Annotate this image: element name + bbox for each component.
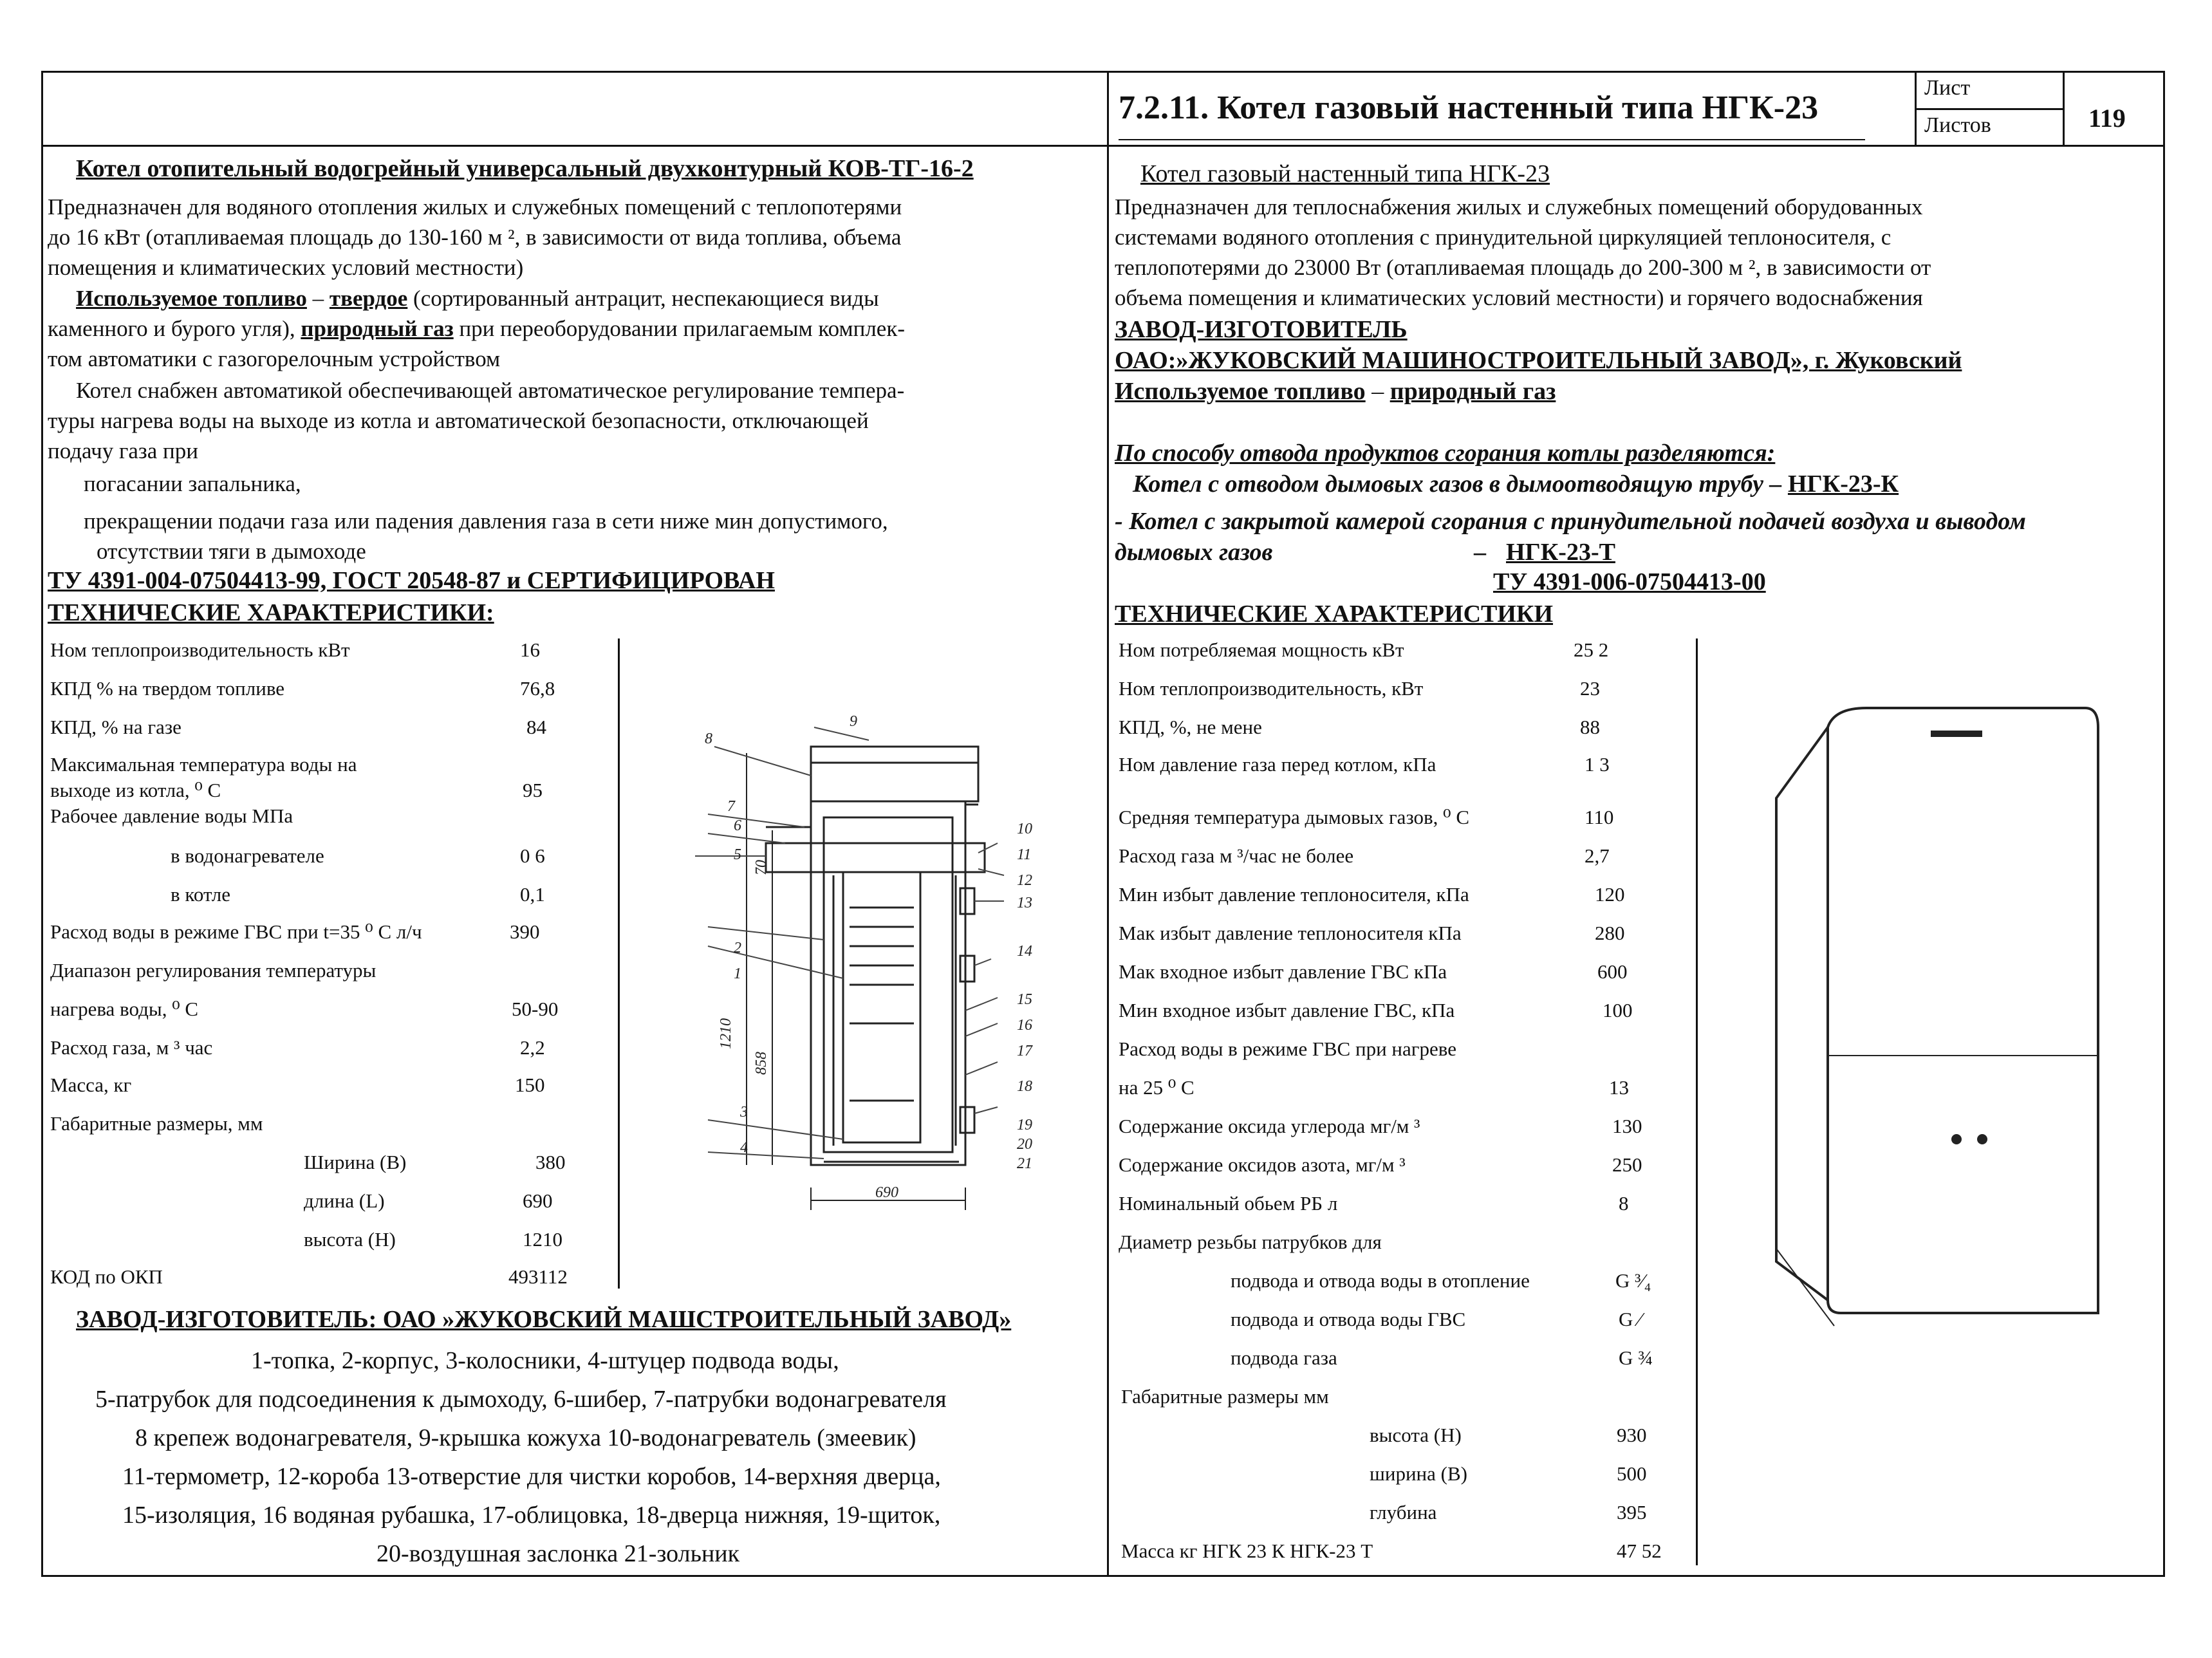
spec-label: Ном давление газа перед котлом, кПа bbox=[1119, 753, 1436, 776]
fuel-solid-detail: (сортированный антрацит, неспекающиеся виды bbox=[407, 286, 879, 311]
legend-line: 8 крепеж водонагревателя, 9-крышка кожуха 10-водонагреватель (змеевик) bbox=[135, 1424, 916, 1451]
spec-value: 380 bbox=[535, 1151, 566, 1173]
right-maker-title: ЗАВОД-ИЗГОТОВИТЕЛЬ bbox=[1115, 316, 1408, 343]
spec-label: Диаметр резьбы патрубков для bbox=[1119, 1231, 1382, 1253]
spec-label: Расход воды в режиме ГВС при нагреве bbox=[1119, 1038, 1456, 1060]
spec-label: КПД, % на газе bbox=[50, 716, 181, 738]
title-block-row-rule bbox=[1915, 108, 2064, 110]
auto-line: погасании запальника, bbox=[84, 471, 301, 496]
spec-value: 50-90 bbox=[512, 998, 559, 1020]
spec-value: 493112 bbox=[508, 1265, 568, 1288]
part-label: 21 bbox=[1017, 1155, 1032, 1172]
spec-value: 150 bbox=[515, 1074, 545, 1096]
spec-label: Габаритные размеры, мм bbox=[50, 1112, 263, 1135]
auto-line: подачу газа при bbox=[48, 438, 198, 463]
legend-line: 11-термометр, 12-короба 13-отверстие для чистки коробов, 14-верхняя дверца, bbox=[122, 1463, 941, 1490]
left-fuel-line-2 bbox=[48, 313, 905, 344]
spec-value: 0 6 bbox=[520, 844, 545, 867]
part-label: 12 bbox=[1017, 872, 1032, 889]
fuel-gas-detail: при переоборудовании прилагаемым комплек- bbox=[453, 316, 906, 341]
part-label: 8 bbox=[705, 731, 712, 747]
spec-value: 600 bbox=[1597, 960, 1628, 983]
type-k-code: НГК-23-К bbox=[1787, 470, 1899, 498]
auto-line: Котел снабжен автоматикой обеспечивающей автоматическое регулирование темпера- bbox=[76, 378, 905, 403]
spec-label: высота (Н) bbox=[304, 1228, 396, 1251]
control-knob bbox=[1977, 1134, 1987, 1144]
spec-label: Расход газа, м ³ час bbox=[50, 1036, 213, 1059]
spec-value: G ³⁄₄ bbox=[1615, 1269, 1651, 1292]
spec-value: 8 bbox=[1619, 1192, 1629, 1215]
spec-label: Расход газа м ³/час не более bbox=[1119, 844, 1354, 867]
spec-label: Номинальный обьем РБ л bbox=[1119, 1192, 1338, 1215]
spec-value: 500 bbox=[1617, 1462, 1647, 1485]
spec-label: Масса кг НГК 23 К НГК-23 Т bbox=[1121, 1540, 1373, 1562]
boiler-logo-plate bbox=[1931, 731, 1982, 737]
spec-label: Ширина (В) bbox=[304, 1151, 407, 1173]
spec-value: 250 bbox=[1612, 1153, 1642, 1176]
spec-label: Масса, кг bbox=[50, 1074, 132, 1096]
part-label: 6 bbox=[734, 817, 741, 834]
spec-value: 25 2 bbox=[1574, 638, 1609, 661]
type-k bbox=[1133, 469, 1899, 499]
title-underline bbox=[1119, 139, 1865, 140]
sheet-label: Лист bbox=[1924, 76, 1971, 100]
spec-label: на 25 ⁰ С bbox=[1119, 1076, 1194, 1099]
left-desc-line: Предназначен для водяного отопления жилых и служебных помещений с теплопотерями bbox=[48, 194, 902, 219]
spec-label: Рабочее давление воды МПа bbox=[50, 805, 293, 827]
spec-label: в водонагревателе bbox=[171, 844, 324, 867]
fuel-coal: каменного и бурого угля), bbox=[48, 316, 301, 341]
leader-lines bbox=[695, 727, 1004, 1159]
spec-value: 23 bbox=[1580, 677, 1600, 700]
auto-line: отсутствии тяги в дымоходе bbox=[97, 539, 366, 564]
type-t-line-1: - Котел с закрытой камерой сгорания с принудительной подачей воздуха и выводом bbox=[1115, 508, 2026, 535]
part-label: 4 bbox=[740, 1139, 748, 1156]
fuel-label: Используемое топливо bbox=[76, 286, 307, 311]
right-specs-divider bbox=[1696, 638, 1698, 1565]
auto-line: прекращении подачи газа или падения давления газа в сети ниже мин допустимого, bbox=[84, 508, 888, 534]
spec-label: Максимальная температура воды на bbox=[50, 753, 357, 776]
part-label: 16 bbox=[1017, 1017, 1032, 1034]
spec-value: 120 bbox=[1595, 883, 1625, 906]
spec-value: 130 bbox=[1612, 1115, 1642, 1137]
left-specs-title: ТЕХНИЧЕСКИЕ ХАРАКТЕРИСТИКИ: bbox=[48, 599, 494, 626]
left-fuel-line-1 bbox=[76, 283, 879, 314]
part-label: 9 bbox=[850, 714, 857, 730]
spec-value: 930 bbox=[1617, 1424, 1647, 1446]
spec-label: Мин избыт давление теплоносителя, кПа bbox=[1119, 883, 1469, 906]
spec-value: 0,1 bbox=[520, 883, 545, 906]
dimension-width: 690 bbox=[875, 1184, 898, 1201]
legend-line: 15-изоляция, 16 водяная рубашка, 17-облицовка, 18-дверца нижняя, 19-щиток, bbox=[122, 1502, 941, 1529]
spec-label: нагрева воды, ⁰ С bbox=[50, 998, 199, 1020]
part-label: 11 bbox=[1017, 846, 1032, 863]
spec-label: ширина (В) bbox=[1370, 1462, 1467, 1485]
part-label: 3 bbox=[740, 1104, 748, 1121]
left-factory: ЗАВОД-ИЗГОТОВИТЕЛЬ: ОАО »ЖУКОВСКИЙ МАШСТРОИТЕЛЬНЫЙ ЗАВОД» bbox=[76, 1306, 1012, 1333]
type-t-code: НГК-23-Т bbox=[1506, 539, 1615, 566]
part-label: 10 bbox=[1017, 821, 1032, 837]
spec-label: высота (Н) bbox=[1370, 1424, 1462, 1446]
right-division: По способу отвода продуктов сгорания котлы разделяются: bbox=[1115, 440, 1776, 467]
right-specs-title: ТЕХНИЧЕСКИЕ ХАРАКТЕРИСТИКИ bbox=[1115, 601, 1554, 628]
spec-label: выходе из котла, ⁰ С bbox=[50, 779, 221, 801]
wall-boiler-illustration bbox=[1738, 682, 2124, 1345]
fuel-solid: твердое bbox=[329, 286, 408, 311]
part-label: 2 bbox=[734, 940, 741, 956]
boiler-body bbox=[1776, 708, 2098, 1326]
spec-label: подвода и отвода воды в отопление bbox=[1231, 1269, 1530, 1292]
spec-value: 100 bbox=[1603, 999, 1633, 1021]
legend-line: 1-топка, 2-корпус, 3-колосники, 4-штуцер подвода воды, bbox=[251, 1347, 839, 1374]
spec-value: 13 bbox=[1609, 1076, 1629, 1099]
type-t-standard: ТУ 4391-006-07504413-00 bbox=[1493, 568, 1766, 595]
right-fuel-value: природный газ bbox=[1389, 378, 1556, 405]
spec-label: КОД по ОКП bbox=[50, 1265, 163, 1288]
fuel-gas: природный газ bbox=[301, 316, 454, 341]
spec-value: 1 3 bbox=[1585, 753, 1610, 776]
sheet-number: 119 bbox=[2088, 104, 2126, 133]
spec-label: Содержание оксида углерода мг/м ³ bbox=[1119, 1115, 1420, 1137]
spec-label: Содержание оксидов азота, мг/м ³ bbox=[1119, 1153, 1406, 1176]
left-desc-line: помещения и климатических условий местности) bbox=[48, 255, 524, 280]
right-heading: Котел газовый настенный типа НГК-23 bbox=[1140, 160, 1550, 187]
legend-line: 5-патрубок для подсоединения к дымоходу, 6-шибер, 7-патрубки водонагревателя bbox=[95, 1386, 947, 1413]
part-label: 18 bbox=[1017, 1078, 1032, 1095]
right-desc-line: Предназначен для теплоснабжения жилых и служебных помещений оборудованных bbox=[1115, 194, 1923, 219]
right-maker: ОАО:»ЖУКОВСКИЙ МАШИНОСТРОИТЕЛЬНЫЙ ЗАВОД», г. Жуковский bbox=[1115, 347, 1962, 374]
spec-value: 95 bbox=[523, 779, 543, 801]
spec-label: Габаритные размеры мм bbox=[1121, 1385, 1329, 1408]
dimension-height: 1210 bbox=[718, 1018, 734, 1049]
spec-value: 110 bbox=[1585, 806, 1614, 828]
spec-label: КПД % на твердом топливе bbox=[50, 677, 285, 700]
part-label: 14 bbox=[1017, 943, 1032, 960]
part-label: 15 bbox=[1017, 991, 1032, 1008]
spec-value: 88 bbox=[1580, 716, 1600, 738]
spec-value: 76,8 bbox=[520, 677, 555, 700]
type-t-text-2: дымовых газов bbox=[1115, 539, 1273, 566]
spec-value: 2,2 bbox=[520, 1036, 545, 1059]
right-desc-line: теплопотерями до 23000 Вт (отапливаемая площадь до 200-300 м ², в зависимости от bbox=[1115, 255, 1931, 280]
spec-value: 47 52 bbox=[1617, 1540, 1662, 1562]
spec-value: 280 bbox=[1595, 922, 1625, 944]
sheets-label: Листов bbox=[1924, 113, 1991, 137]
spec-label: в котле bbox=[171, 883, 230, 906]
right-fuel bbox=[1115, 376, 1556, 407]
spec-label: Расход воды в режиме ГВС при t=35 ⁰ С л/ч bbox=[50, 920, 422, 943]
left-specs-divider bbox=[618, 638, 620, 1289]
left-standard: ТУ 4391-004-07504413-99, ГОСТ 20548-87 и СЕРТИФИЦИРОВАН bbox=[48, 567, 775, 594]
part-label: 7 bbox=[727, 798, 735, 815]
spec-label: Ном потребляемая мощность кВт bbox=[1119, 638, 1404, 661]
type-t-dash: – bbox=[1474, 539, 1486, 566]
spec-label: Мин входное избыт давление ГВС, кПа bbox=[1119, 999, 1455, 1021]
spec-label: КПД, %, не мене bbox=[1119, 716, 1262, 738]
spec-label: Мак входное избыт давление ГВС кПа bbox=[1119, 960, 1447, 983]
dimension-inner: 858 bbox=[753, 1052, 770, 1075]
page-title: 7.2.11. Котел газовый настенный типа НГК-23 bbox=[1119, 89, 1819, 126]
part-label: 17 bbox=[1017, 1043, 1032, 1059]
left-fuel-line-3: том автоматики с газогорелочным устройством bbox=[48, 346, 501, 371]
spec-value: G ⁄ bbox=[1619, 1308, 1642, 1330]
spec-value: 390 bbox=[510, 920, 540, 943]
spec-label: Ном теплопроизводительность кВт bbox=[50, 638, 350, 661]
spec-value: 690 bbox=[523, 1189, 553, 1212]
column-divider bbox=[1107, 71, 1109, 1577]
dimension-small: 70 bbox=[753, 860, 770, 875]
type-k-text: Котел с отводом дымовых газов в дымоотводящую трубу – bbox=[1133, 470, 1788, 498]
spec-label: Ном теплопроизводительность, кВт bbox=[1119, 677, 1424, 700]
spec-value: 16 bbox=[520, 638, 540, 661]
spec-value: G ¾ bbox=[1619, 1346, 1653, 1369]
left-heading: Котел отопительный водогрейный универсальный двухконтурный КОВ-ТГ-16-2 bbox=[76, 155, 974, 182]
spec-label: глубина bbox=[1370, 1501, 1437, 1523]
boiler-outline bbox=[747, 747, 985, 1210]
right-fuel-label: Используемое топливо bbox=[1115, 378, 1366, 405]
legend-line: 20-воздушная заслонка 21-зольник bbox=[376, 1540, 740, 1567]
spec-value: 1210 bbox=[523, 1228, 562, 1251]
header-bottom-rule bbox=[41, 145, 2165, 147]
part-label: 5 bbox=[734, 846, 741, 863]
part-label: 20 bbox=[1017, 1136, 1032, 1153]
right-desc-line: объема помещения и климатических условий местности) и горячего водоснабжения bbox=[1115, 285, 1923, 310]
right-desc-line: системами водяного отопления с принудительной циркуляцией теплоносителя, с bbox=[1115, 225, 1891, 250]
spec-label: Мак избыт давление теплоносителя кПа bbox=[1119, 922, 1462, 944]
spec-label: Средняя температура дымовых газов, ⁰ С bbox=[1119, 806, 1469, 828]
spec-value: 395 bbox=[1617, 1501, 1647, 1523]
spec-label: подвода газа bbox=[1231, 1346, 1337, 1369]
spec-label: подвода и отвода воды ГВС bbox=[1231, 1308, 1466, 1330]
spec-value: 2,7 bbox=[1585, 844, 1610, 867]
boiler-section-drawing bbox=[656, 714, 1094, 1229]
spec-label: Диапазон регулирования температуры bbox=[50, 959, 376, 982]
left-desc-line: до 16 кВт (отапливаемая площадь до 130-160 м ², в зависимости от вида топлива, объема bbox=[48, 225, 902, 250]
spec-label: длина (L) bbox=[304, 1189, 385, 1212]
auto-line: туры нагрева воды на выходе из котла и автоматической безопасности, отключающей bbox=[48, 408, 869, 433]
part-label: 1 bbox=[734, 965, 741, 982]
fuel-dash: – bbox=[306, 286, 330, 311]
spec-value: 84 bbox=[526, 716, 546, 738]
part-label: 13 bbox=[1017, 895, 1032, 911]
right-fuel-dash: – bbox=[1365, 378, 1390, 405]
control-knob bbox=[1951, 1134, 1962, 1144]
part-label: 19 bbox=[1017, 1117, 1032, 1133]
